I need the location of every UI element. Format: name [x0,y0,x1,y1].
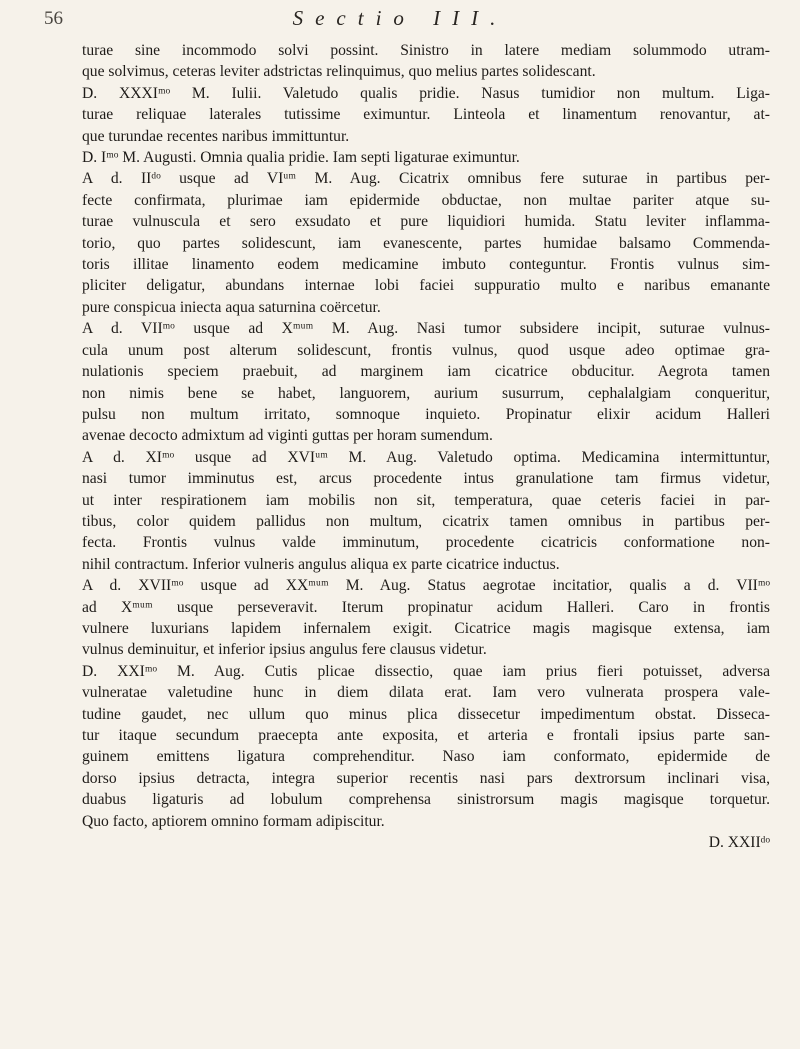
text-line: A d. XIᵐᵒ usque ad XVIᵘᵐ M. Aug. Valetudo optima. Medicamina intermittuntur, [82,448,770,466]
text-line: tur itaque secundum praecepta ante exposita, et arteria e frontali ipsius parte san- [82,727,770,744]
text-line: D. XXXIᵐᵒ M. Iulii. Valetudo qualis pridie. Nasus tumidior non multum. Liga- [82,84,770,102]
text-line: tudine gaudet, nec ullum quo minus plica dissecetur impedimentum obstat. Disseca- [82,705,770,723]
text-line: Quo facto, aptiorem omnino formam adipiscitur. [82,812,385,830]
text-line: cula unum post alterum solidescunt, frontis vulnus, quod usque adeo optimae gra- [82,341,770,359]
text-line: dorso ipsius detracta, integra superior recentis nasi pars dextrorsum inclinari visa, [82,769,770,787]
text-line: vulnere luxurians lapidem infernalem exigit. Cicatrice magis magisque extensa, iam [82,619,770,637]
text-line: vulneratae valetudine hunc in diem dilata erat. Iam vero vulnerata prospera vale- [82,684,770,702]
text-line: D. Iᵐᵒ M. Augusti. Omnia qualia pridie. Iam septi ligaturae eximuntur. [82,149,520,167]
text-line: ad Xᵐᵘᵐ usque perseveravit. Iterum propinatur acidum Halleri. Caro in frontis [82,598,770,616]
text-line: nulationis speciem praebuit, ad marginem iam cicatrice obducitur. Aegrota tamen [82,363,770,381]
text-line: pulsu non multum irritato, somnoque inquieto. Propinatur elixir acidum Halleri [82,405,770,423]
text-line: D. XXIᵐᵒ M. Aug. Cutis plicae dissectio, quae iam prius fieri potuisset, adversa [82,662,770,680]
text-line: torio, quo partes solidescunt, iam evanescente, partes humidae balsamo Commenda- [82,234,770,252]
text-line: nihil contractum. Inferior vulneris angulus aliqua ex parte cicatrice inductus. [82,555,560,573]
text-line: ut inter respirationem iam mobilis non sit, temperatura, quae ceteris faciei in par- [82,491,770,509]
text-line: vulnus deminuitur, et inferior ipsius angulus fere clausus videtur. [82,641,487,659]
text-line: avenae decocto admixtum ad viginti guttas per horam sumendum. [82,427,493,445]
text-line: nasi tumor imminutus est, arcus procedente intus granulatione tam firmus videtur, [82,470,770,488]
catchword: D. XXIIᵈᵒ [708,834,770,852]
text-line: pliciter deligatur, abundans internae lobi faciei suppuratio multo e naribus emanante [82,277,770,295]
text-line: turae reliquae laterales tutissime eximuntur. Linteola et linamentum renovantur, at- [82,106,770,124]
page-header [0,6,800,36]
body-text [82,40,770,853]
text-line: A d. VIIᵐᵒ usque ad Xᵐᵘᵐ M. Aug. Nasi tumor subsidere incipit, suturae vulnus- [82,320,770,338]
text-line: A d. XVIIᵐᵒ usque ad XXᵐᵘᵐ M. Aug. Status aegrotae incitatior, qualis a d. VIIᵐᵒ [82,577,770,595]
text-line: duabus ligaturis ad lobulum comprehensa sinistrorsum magis magisque torquetur. [82,791,770,809]
text-line: pure conspicua iniecta aqua saturnina coërcetur. [82,298,381,316]
text-line: fecta. Frontis vulnus valde imminutum, procedente cicatricis conformatione non- [82,534,770,552]
text-line: que turundae recentes naribus immittuntur. [82,127,350,145]
text-line: A d. IIᵈᵒ usque ad VIᵘᵐ M. Aug. Cicatrix omnibus fere suturae in partibus per- [82,170,770,188]
text-line: turae sine incommodo solvi possint. Sinistro in latere mediam solummodo utram- [82,42,770,59]
text-line: fecte confirmata, plurimae iam epidermide obductae, non multae pariter atque su- [82,191,770,209]
text-line: tibus, color quidem pallidus non multum, cicatrix tamen omnibus in partibus per- [82,512,770,530]
text-line: guinem emittens ligatura comprehenditur. Naso iam conformato, epidermide de [82,748,770,766]
text-line: non nimis bene se habet, languorem, aurium susurrum, cephalalgiam conqueritur, [82,384,770,402]
text-line: turae vulnuscula et sero exsudato et pure liquidiori humida. Statu leviter inflamma- [82,213,770,231]
running-head: Sectio III. [292,6,508,30]
text-line: que solvimus, ceteras leviter adstrictas relinquimus, quo melius partes solidescant. [82,63,596,81]
page-number: 56 [44,8,63,29]
text-line: toris illitae linamento eodem medicamine imbuto conteguntur. Frontis vulnus sim- [82,256,770,274]
